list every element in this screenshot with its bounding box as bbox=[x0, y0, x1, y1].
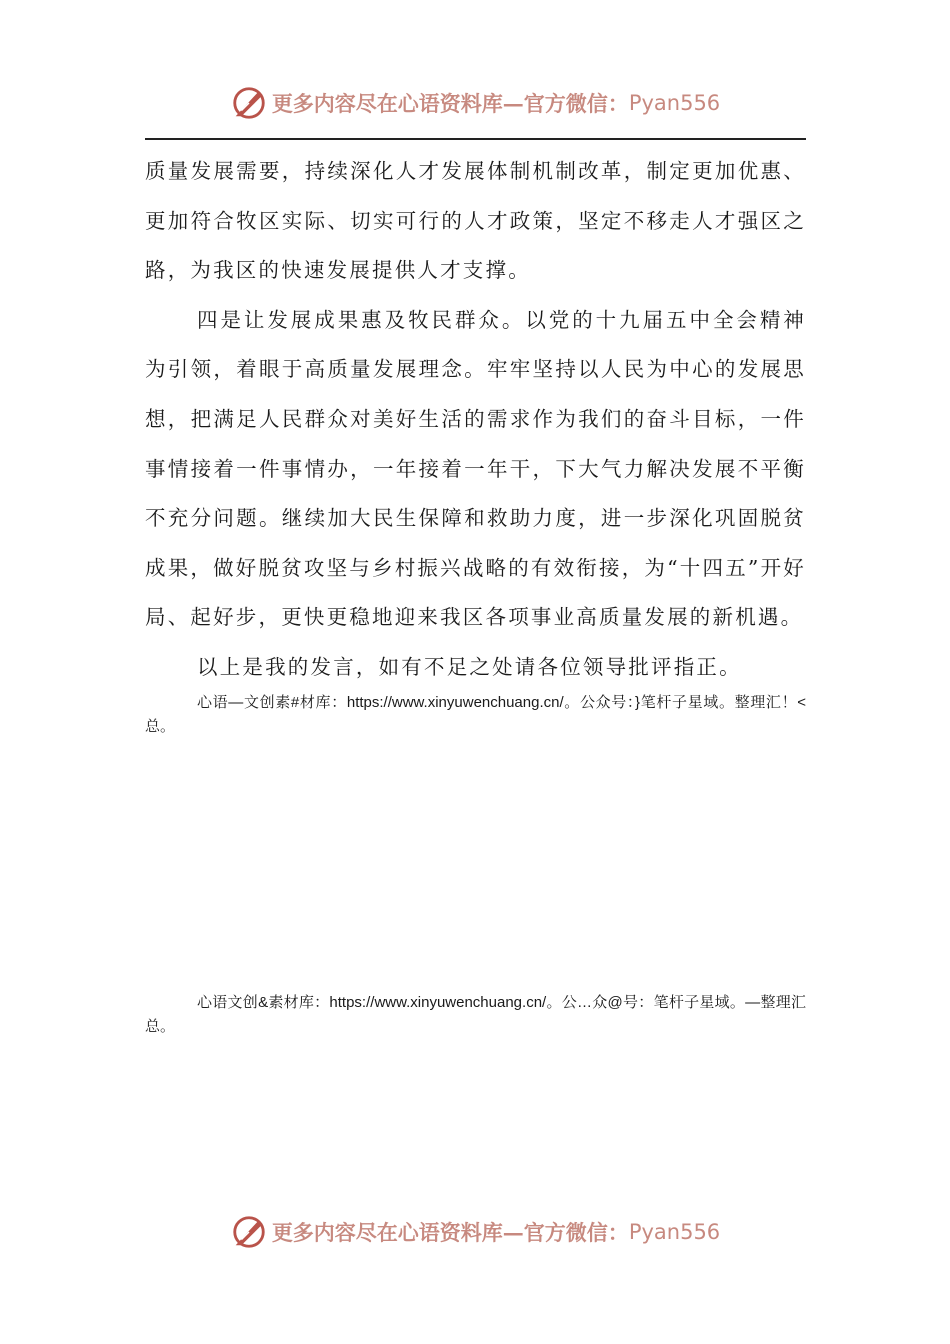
paragraph-3: 以上是我的发言，如有不足之处请各位领导批评指正。 bbox=[197, 654, 742, 679]
banner-wechat-id: Pyan556 bbox=[628, 1220, 721, 1244]
watermark-note-1: 心语—文创素#材库：https://www.xinyuwenchuang.cn/。公众号：}笔杆子星域。整理汇！<总。 bbox=[145, 693, 806, 735]
document-body bbox=[145, 147, 806, 739]
footer-banner bbox=[0, 1207, 950, 1257]
banner-wechat-id: Pyan556 bbox=[628, 91, 721, 115]
quill-logo-icon bbox=[230, 1213, 268, 1251]
banner-text: 更多内容尽在心语资料库—官方微信： bbox=[271, 1220, 629, 1245]
header-rule bbox=[145, 138, 806, 140]
quill-logo-icon bbox=[230, 84, 268, 122]
header-banner bbox=[0, 78, 950, 128]
banner-text: 更多内容尽在心语资料库—官方微信： bbox=[271, 91, 629, 116]
paragraph-2: 四是让发展成果惠及牧民群众。以党的十九届五中全会精神为引领，着眼于高质量发展理念。牢牢坚持以人民为中心的发展思想，把满足人民群众对美好生活的需求作为我们的奋斗目标，一件事情接着一件事情办，一年接着一年干，下大气力解决发展不平衡不充分问题。继续加大民生保障和救助力度，进一步深化巩固脱贫成果，做好脱贫攻坚与乡村振兴战略的有效衔接，为“十四五”开好局、起好步，更快更稳地迎来我区各项事业高质量发展的新机遇。 bbox=[145, 307, 806, 630]
paragraph-1: 质量发展需要，持续深化人才发展体制机制改革，制定更加优惠、更加符合牧区实际、切实可行的人才政策，坚定不移走人才强区之路，为我区的快速发展提供人才支撑。 bbox=[145, 159, 806, 283]
watermark-note-2: 心语文创&素材库：https://www.xinyuwenchuang.cn/。公…众@号：笔杆子星域。—整理汇总。 bbox=[145, 994, 806, 1035]
